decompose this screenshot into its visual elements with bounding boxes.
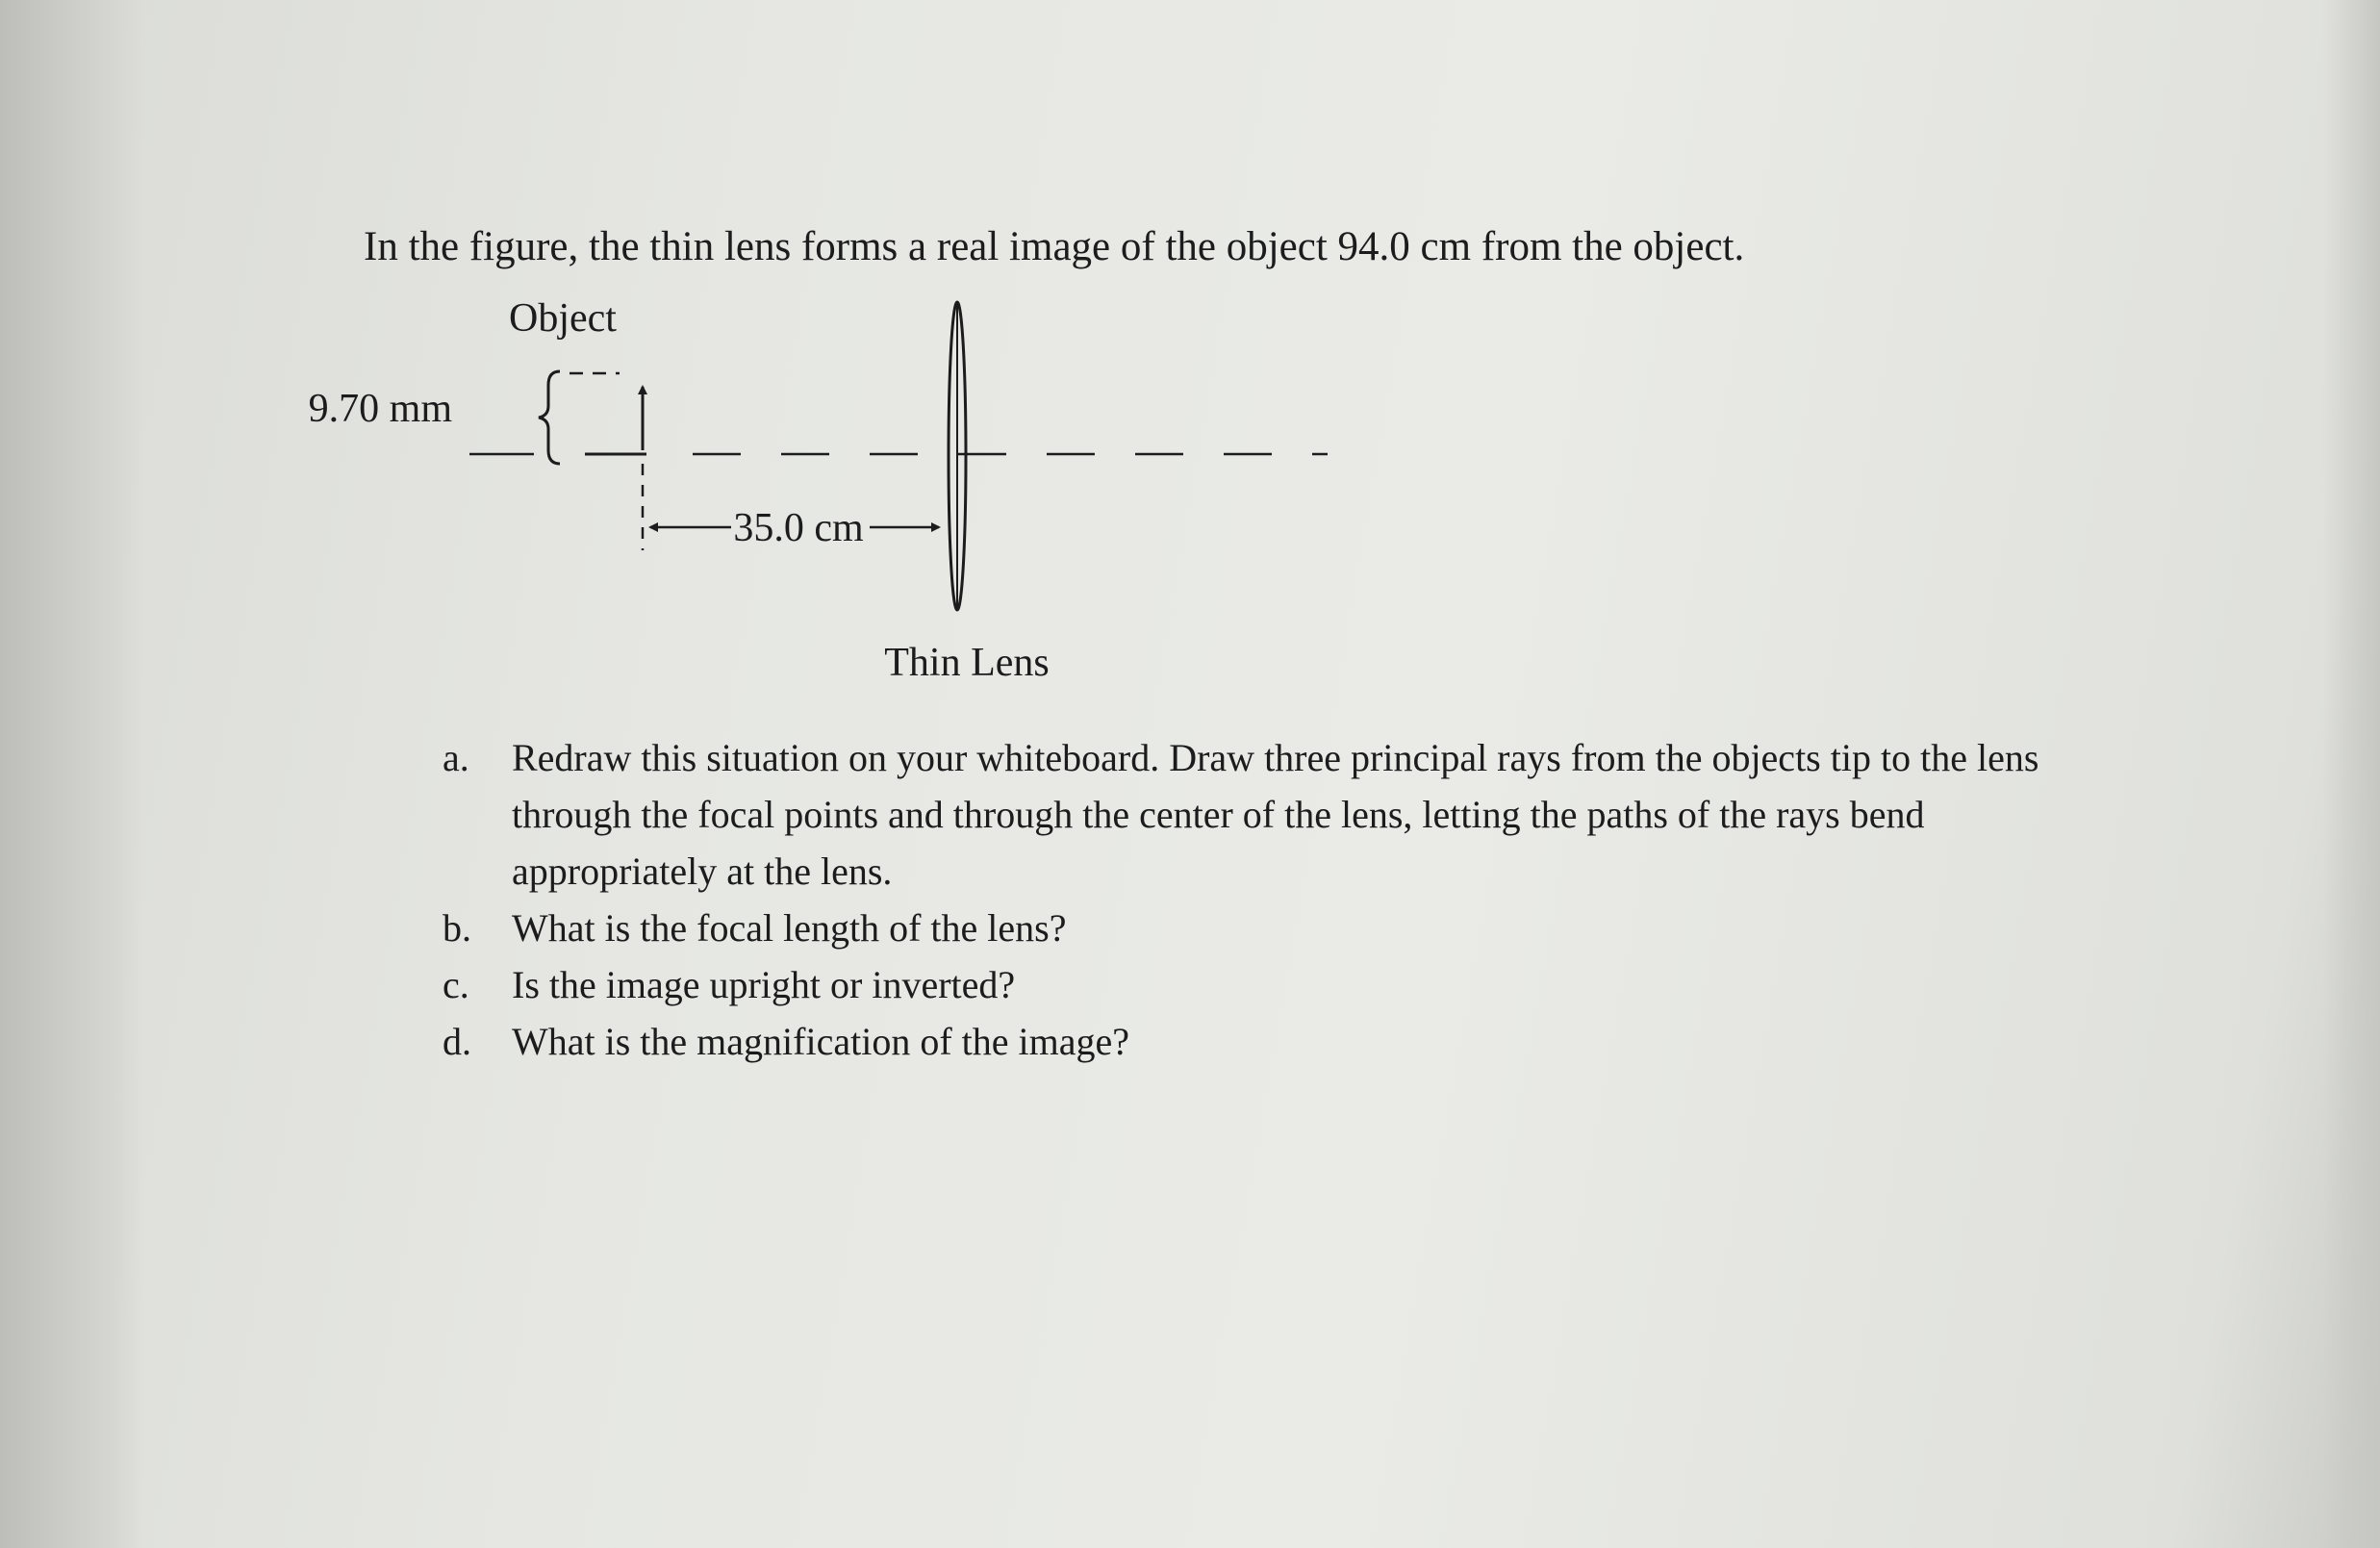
problem-intro: In the figure, the thin lens forms a real image of the object 94.0 cm from the object. <box>364 224 1745 269</box>
question-label-d: d. <box>443 1020 471 1063</box>
thin-lens-diagram <box>308 285 1347 708</box>
lens-label: Thin Lens <box>884 641 1050 685</box>
question-text-a: Redraw this situation on your whiteboard. Draw three principal rays from the objects tip to the lens through the focal points and through the center of the lens, letting the paths of the rays bend appropriately at the lens. <box>512 736 2039 893</box>
question-list <box>443 729 2078 1070</box>
question-item-a <box>443 729 2078 900</box>
object-height-label: 9.70 mm <box>308 387 452 431</box>
question-label-b: b. <box>443 906 471 950</box>
question-label-c: c. <box>443 963 469 1006</box>
height-brace <box>539 371 560 464</box>
question-label-a: a. <box>443 736 469 779</box>
question-text-c: Is the image upright or inverted? <box>512 963 1016 1006</box>
page-edge-shadow-left <box>0 0 144 1548</box>
question-item-d <box>443 1013 2078 1070</box>
question-text-d: What is the magnification of the image? <box>512 1020 1129 1063</box>
question-text-b: What is the focal length of the lens? <box>512 906 1067 950</box>
question-item-c <box>443 956 2078 1013</box>
object-label: Object <box>509 296 617 341</box>
question-item-b <box>443 900 2078 956</box>
object-distance-label: 35.0 cm <box>733 506 864 550</box>
page-edge-shadow-right <box>2322 0 2380 1548</box>
